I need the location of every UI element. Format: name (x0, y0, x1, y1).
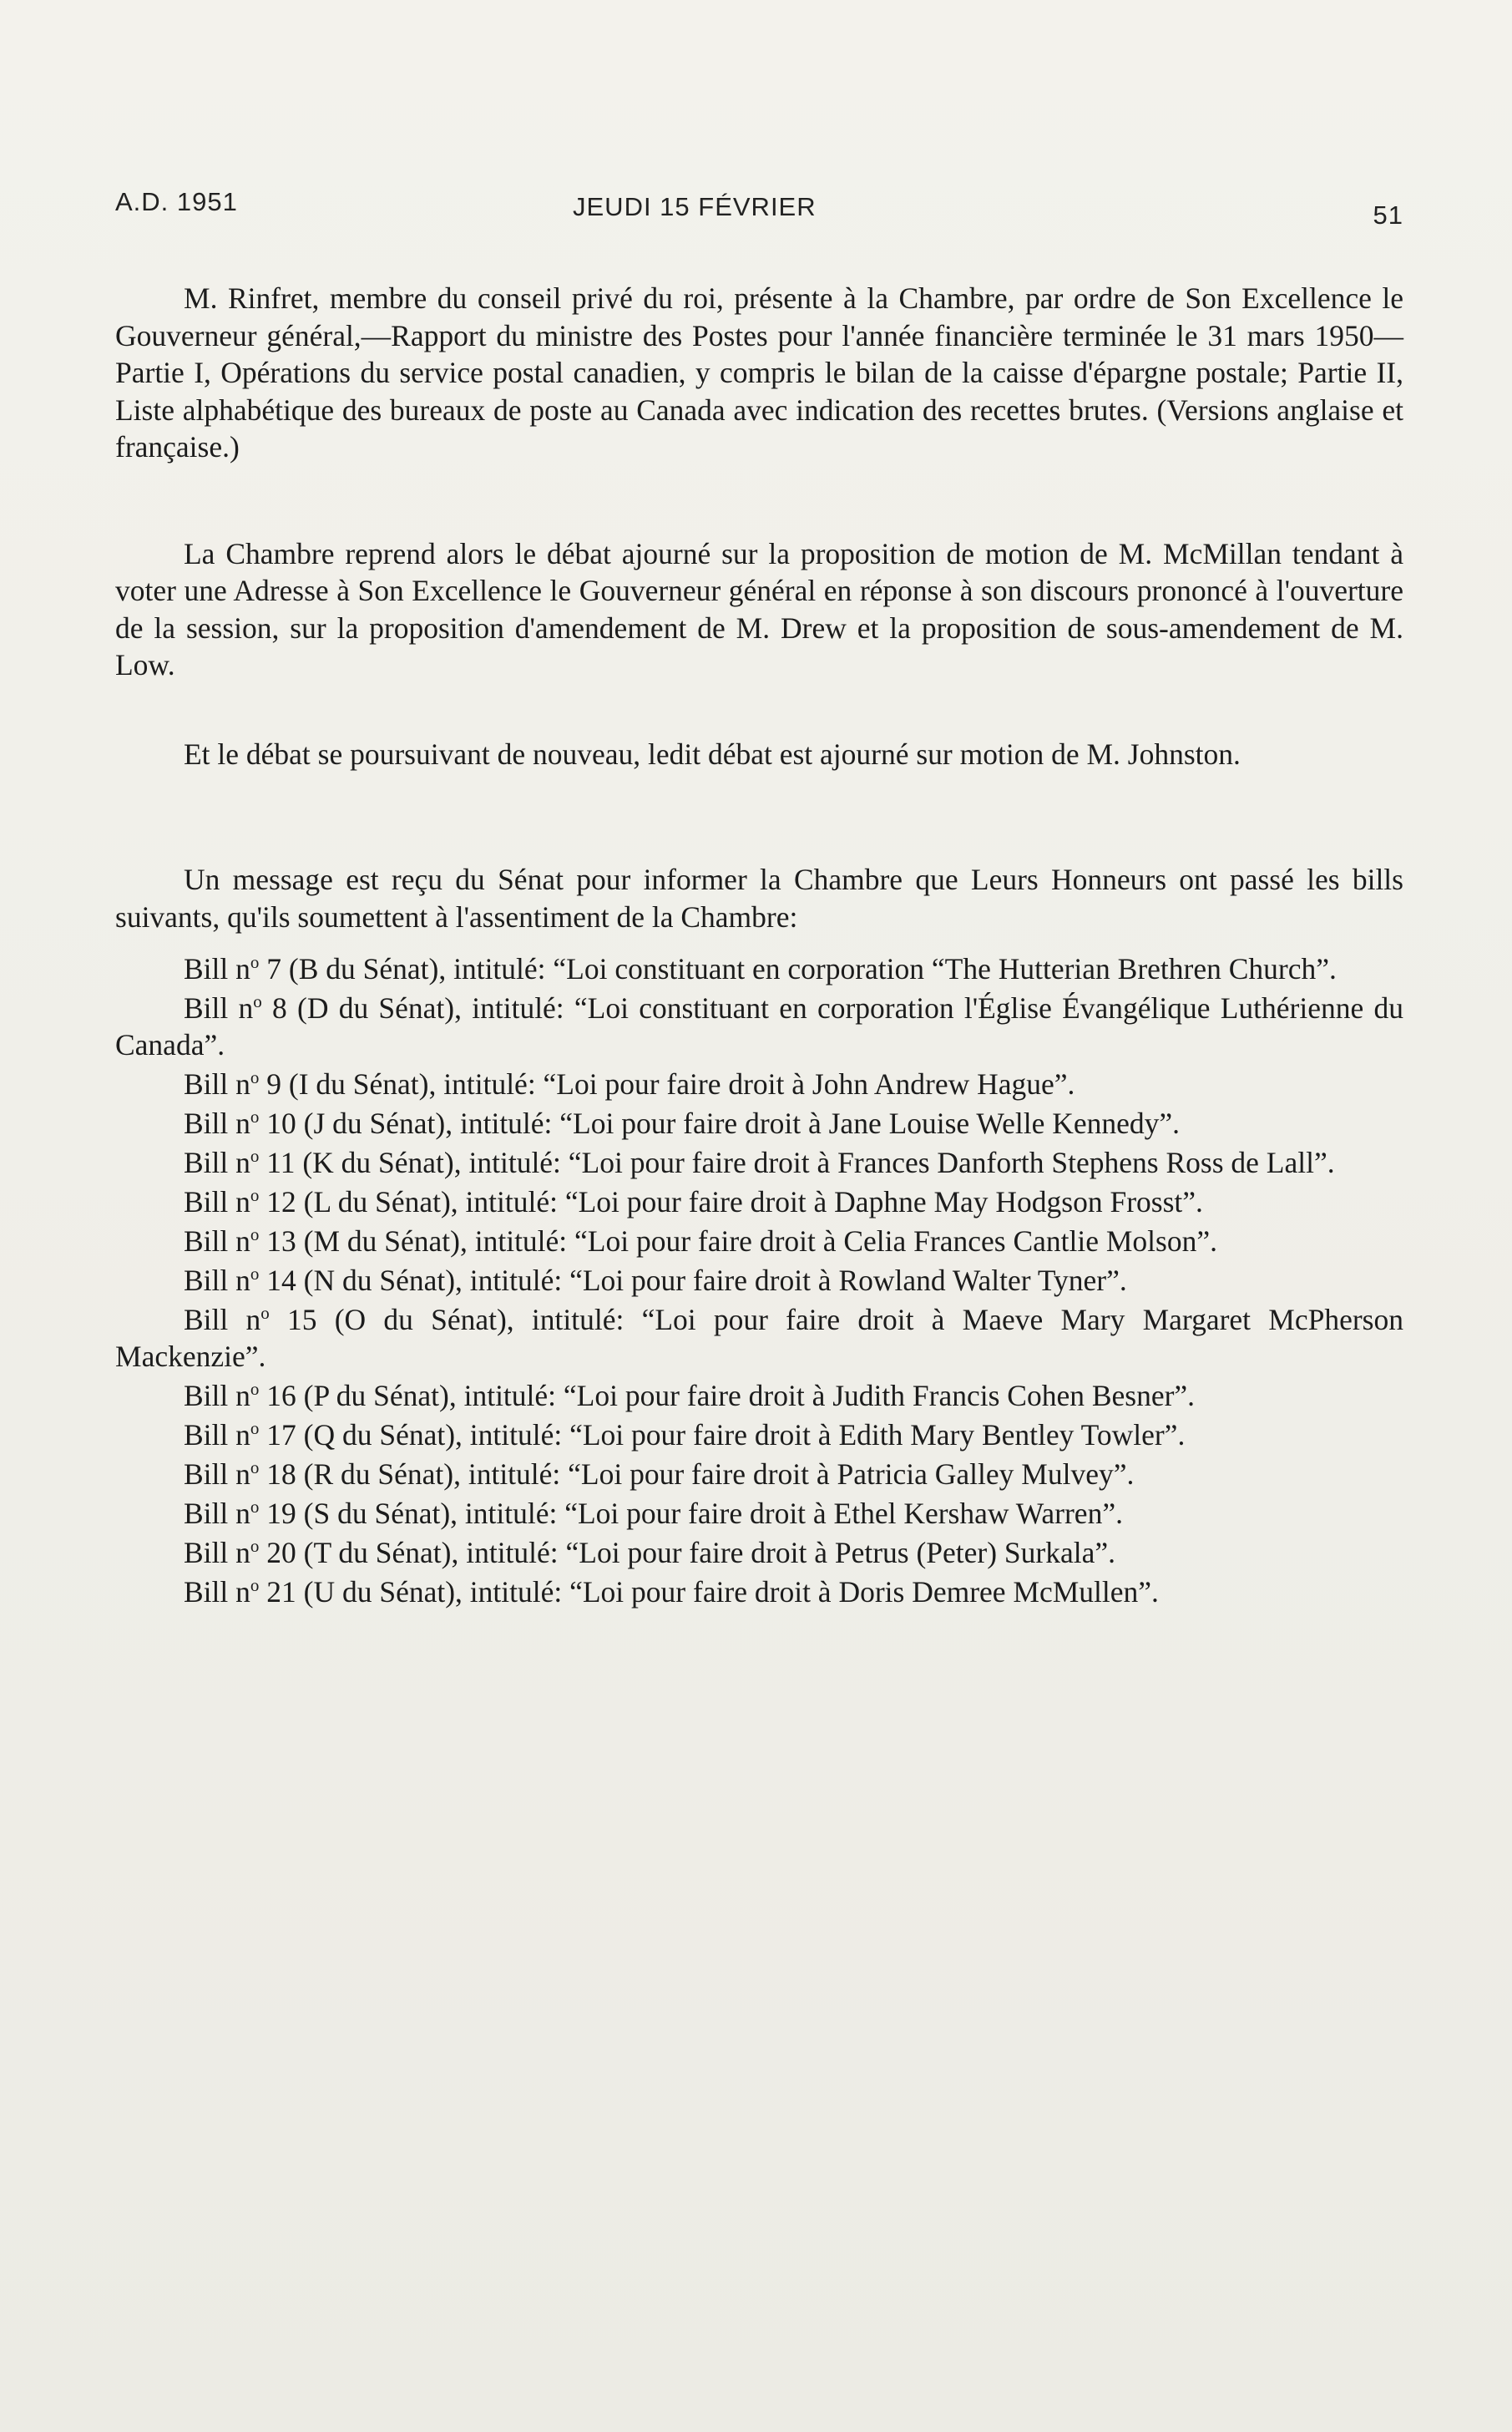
bill-item: Bill $n^o$ 17 (Q du Sénat), intitulé: “Loi pour faire droit à Edith Mary Bentley Towler”. (184, 1418, 1186, 1452)
header-date: JEUDI 15 FÉVRIER (573, 192, 817, 221)
paragraph-rinfret-report: M. Rinfret, membre du conseil privé du roi, présente à la Chambre, par ordre de Son Excellence le Gouverneur général,—Rapport du ministre des Postes pour l'année financière terminée le 31 mars 1950—Partie I, Opérations du service postal canadien, y compris le bilan de la caisse d'épargne postale; Partie II, Liste alphabétique des bureaux de poste au Canada avec indication des recettes brutes. (Versions anglaise et française.) (115, 281, 1403, 464)
bill-item: Bill $n^o$ 18 (R du Sénat), intitulé: “Loi pour faire droit à Patricia Galley Mulvey”. (184, 1457, 1135, 1491)
bill-item: Bill $n^o$ 10 (J du Sénat), intitulé: “Loi pour faire droit à Jane Louise Welle Kennedy”. (184, 1107, 1180, 1140)
bill-item: Bill $n^o$ 11 (K du Sénat), intitulé: “Loi pour faire droit à Frances Danforth Stephens Ross de Lall”. (184, 1146, 1335, 1179)
paragraph-senate-message: Un message est reçu du Sénat pour informer la Chambre que Leurs Honneurs ont passé les bills suivants, qu'ils soumettent à l'assentiment de la Chambre: (115, 863, 1403, 934)
bill-list (115, 950, 1403, 1610)
bill-item: Bill $n^o$ 15 (O du Sénat), intitulé: “Loi pour faire droit à Maeve Mary Margaret McPherson Mackenzie”. (115, 1303, 1403, 1373)
header-year: A.D. 1951 (115, 187, 238, 216)
paragraph-debate-adjourned: Et le débat se poursuivant de nouveau, ledit débat est ajourné sur motion de M. Johnston. (184, 737, 1241, 771)
page-body (115, 280, 1403, 1610)
bill-item: Bill $n^o$ 12 (L du Sénat), intitulé: “Loi pour faire droit à Daphne May Hodgson Frosst”. (184, 1185, 1203, 1219)
bill-item: Bill $n^o$ 9 (I du Sénat), intitulé: “Loi pour faire droit à John Andrew Hague”. (184, 1067, 1075, 1101)
paragraph-debate-resumed: La Chambre reprend alors le débat ajourné sur la proposition de motion de M. McMillan tendant à voter une Adresse à Son Excellence le Gouverneur général en réponse à son discours prononcé à l'ouverture de la session, sur la proposition d'amendement de M. Drew et la proposition de sous-amendement de M. Low. (115, 536, 1403, 681)
bill-item: Bill $n^o$ 16 (P du Sénat), intitulé: “Loi pour faire droit à Judith Francis Cohen Besner”. (184, 1379, 1196, 1412)
bill-item: Bill $n^o$ 8 (D du Sénat), intitulé: “Loi constituant en corporation l'Église Évangélique Luthérienne du Canada”. (115, 991, 1403, 1061)
page-number: 51 (1373, 200, 1403, 230)
bill-item: Bill $n^o$ 19 (S du Sénat), intitulé: “Loi pour faire droit à Ethel Kershaw Warren”. (184, 1497, 1123, 1530)
bill-item: Bill $n^o$ 21 (U du Sénat), intitulé: “Loi pour faire droit à Doris Demree McMullen”. (184, 1575, 1159, 1609)
running-header (115, 182, 1403, 232)
bill-item: Bill $n^o$ 13 (M du Sénat), intitulé: “Loi pour faire droit à Celia Frances Cantlie Molson”. (184, 1224, 1217, 1258)
bill-item: Bill $n^o$ 7 (B du Sénat), intitulé: “Loi constituant en corporation “The Hutterian Brethren Church”. (184, 952, 1337, 985)
bill-item: Bill $n^o$ 14 (N du Sénat), intitulé: “Loi pour faire droit à Rowland Walter Tyner”. (184, 1264, 1127, 1297)
bill-item: Bill $n^o$ 20 (T du Sénat), intitulé: “Loi pour faire droit à Petrus (Peter) Surkala”. (184, 1536, 1116, 1569)
